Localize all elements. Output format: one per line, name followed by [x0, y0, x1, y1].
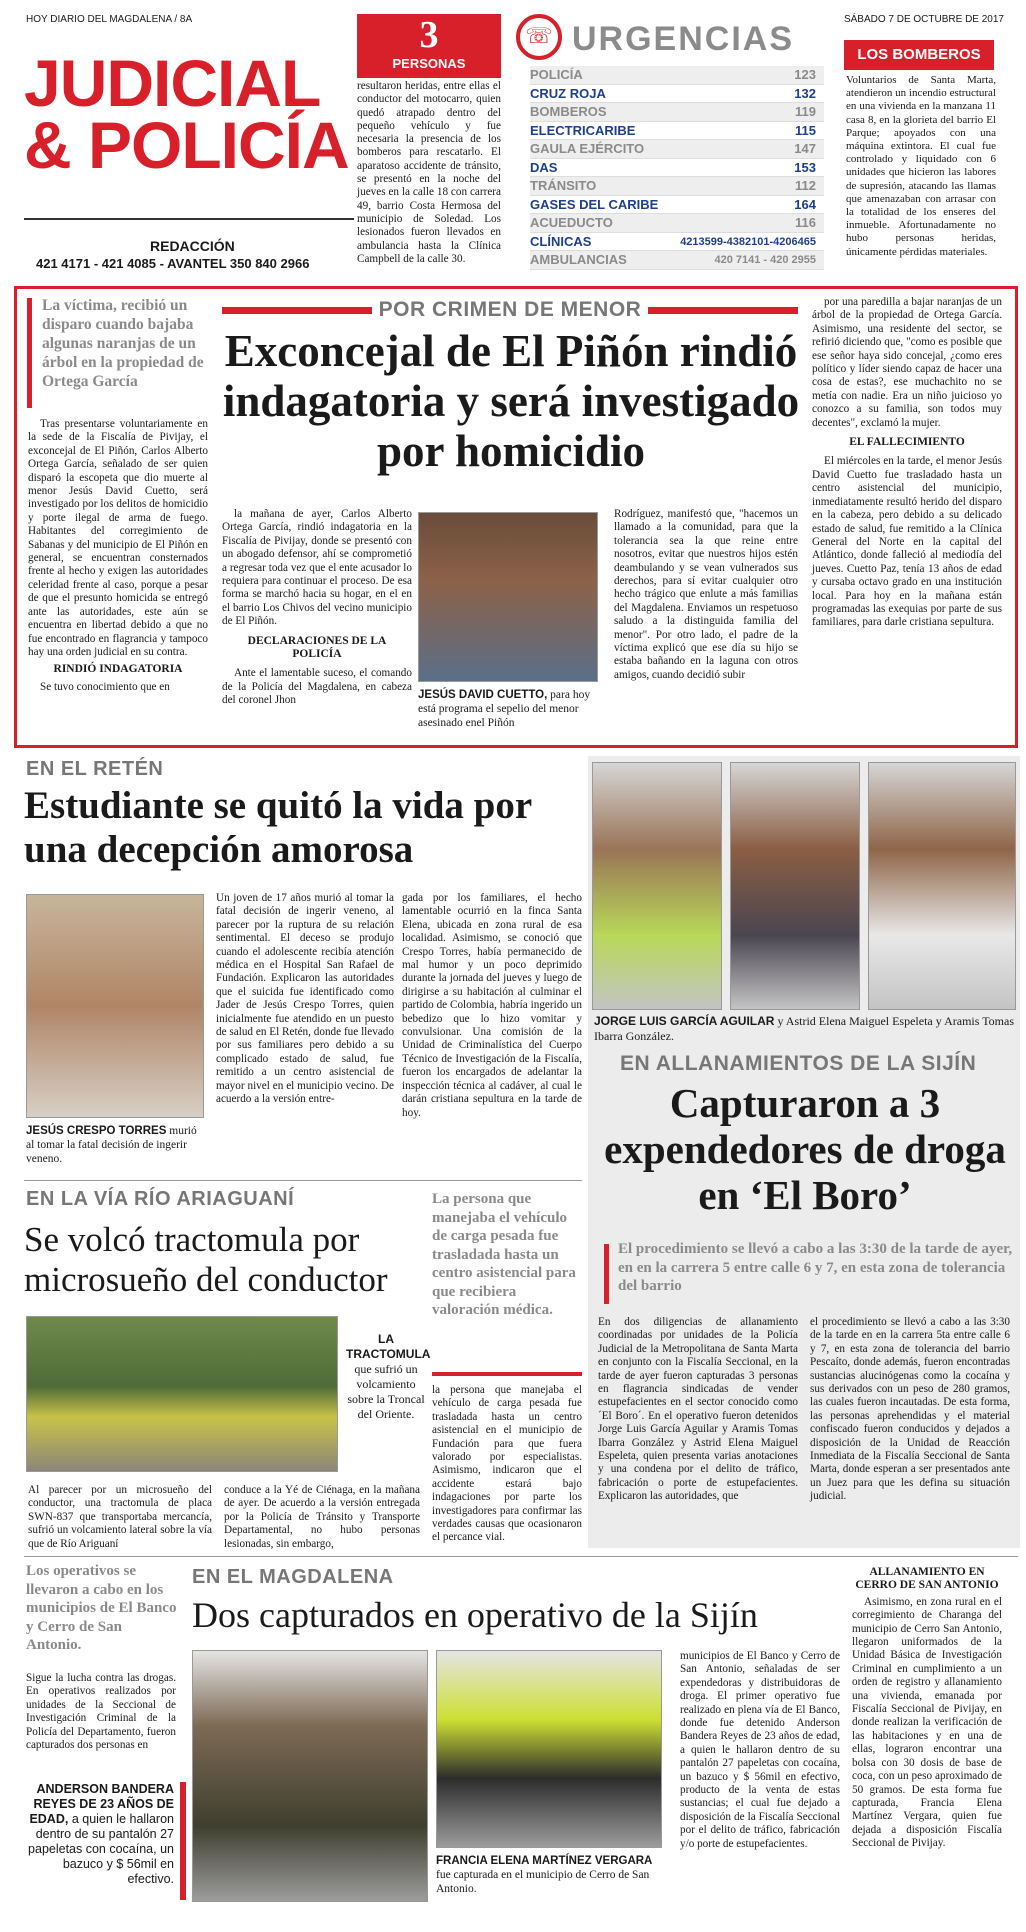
boro-photo-3 — [868, 762, 1016, 1010]
reten-col1: Un joven de 17 años murió al tomar la fatal decisión de ingerir veneno, al parecer por la ruptura de su relación sentimental. El deceso se produjo cuando el adolescente recibía atención médica en el Hospital San Rafael de Fundación. Explicaron las autoridades que el suicida fue identificado como Jader de Jesús Crespo Torres, quien inicialmente fue atendido en un puesto de salud en El Retén, donde fue llevado por sus familiares pero debido a su complicado estado de salud, fue remitido a un centro asistencial de mayor nivel en el municipio vecino. De acuerdo a la versión entre- — [216, 892, 394, 1106]
reten-caption: JESÚS CRESPO TORRES murió al tomar la fatal decisión de ingerir veneno. — [26, 1125, 197, 1165]
urgencias-number: 116 — [795, 215, 816, 230]
bomberos-title: LOS BOMBEROS — [844, 40, 994, 70]
sijin-kicker: EN EL MAGDALENA — [192, 1566, 394, 1588]
urgencias-name: DAS — [530, 159, 558, 175]
urgencias-box: ☏ URGENCIAS POLICÍA 123 CRUZ ROJA 132 BOMBEROS 119 ELECTRICARIBE 115 GAULA EJÉRCITO 147 DAS 153 TRÁNSITO 112 GASES DEL CARIBE 164 ACUEDUCTO 116 CLÍNICAS 4213599-4382101-4206465 AMBULANCIAS 420 7141 - 420 2955 — [516, 14, 824, 276]
bomberos-text: Voluntarios de Santa Marta, atendieron un incendio estructural en una vivienda en la manzana 11 casa 8, en la glorieta del barrio El Parque; apoyados con una máquina extintora. El cual fue controlado y liquidado con 6 unidades que hicieron las labores de supresión, atacando las llamas que amenazaban con arrasar con la totalidad de los enseres del inmueble. Afortunadamente no hubo personas heridas, únicamente pérdidas materiales. — [846, 74, 996, 258]
boro-photo-1 — [592, 762, 722, 1010]
boro-col1: En dos diligencias de allanamiento coordinadas por unidades de la Policía Judicial de la Metropolitana de Santa Marta en conjunto con la Fiscalía Seccional, en la tarde de ayer fueron capturadas 3 personas en flagrancia sindicadas de vender estupefacientes en el sector conocido como ´El Boro´. En el operativo fueron detenidos Jorge Luis García Aguilar y Aramis Tomas Ibarra González y Astrid Elena Maiguel Espeleta, quien presenta varias anotaciones y una condena por el delito de tráfico, fabricación o porte de estupefacientes. Explicaron las autoridades, que — [598, 1316, 798, 1503]
urgencias-row — [530, 159, 824, 178]
lead-photo-caption: JESÚS DAVID CUETTO, para hoy está programa el sepelio del menor asesinado enel Piñón — [418, 689, 591, 729]
urgencias-name: GAULA EJÉRCITO — [530, 141, 645, 156]
lead-col2: la mañana de ayer, Carlos Alberto Ortega García, rindió indagatoria en la Fiscalía de Pivijay, donde se presentó con un abogado defensor, ahí se comprometió a regresar toda vez que el ente acusador lo requiera para continuar el proceso. De esa forma se marchó hacia su hogar, en el en el barrio Los Chivos del vecino municipio de El Piñón. DECLARACIONES DE LA POLICÍA Ante el lamentable suceso, el comando de la Policía del Magdalena, en cabeza del coronel Jhon — [222, 508, 412, 707]
urgencias-row — [530, 140, 824, 159]
sijin-col3: municipios de El Banco y Cerro de San Antonio, señaladas de ser expendedoras y distribuidoras de droga. El primer operativo fue realizado en plena vía de El Banco, donde fue detenido Anderson Bandera Reyes de 23 años de edad, a quien le hallaron dentro de su pantalón 27 papeletas con cocaína, un bazuco y $ 56mil en efectivo, producto de la venta de estas sustancias; el cual fue dejado a disposición de la Fiscalía Seccional por el delito de tráfico, fabricación y/o porte de estupefacientes. — [680, 1650, 840, 1850]
boro-photo-2 — [730, 762, 860, 1010]
urgencias-number: 119 — [795, 104, 816, 119]
sijin-photo-2 — [436, 1650, 662, 1848]
boro-kicker: EN ALLANAMIENTOS DE LA SIJÍN — [620, 1052, 977, 1075]
urgencias-row — [530, 103, 824, 122]
urgencias-name: BOMBEROS — [530, 104, 607, 119]
lead-col1: Tras presentarse voluntariamente en la sede de la Fiscalía de Pivijay, el exconcejal de El Piñón, Carlos Alberto Ortega García, señalado de ser quien disparó la escopeta que dio muerte al menor Jesús David Cuetto, será investigado por los delitos de homicidio y porte ilegal de arma de fuego. Habitantes del corregimiento de Sabanas y del municipio de El Piñón en general, se encuentran consternados frente al hecho y exigen las autoridades celeridad frente al caso, porque a pesar de que el presunto homicida se entregó ante las autoridades, este aún se encuentra en libertad debido a que no fue encontrado en flagrancia y tampoco hay una orden judicial en su contra. RINDIÓ INDAGATORIA Se tuvo conocimiento que en — [28, 418, 208, 693]
tracto-caption: LA TRACTOMULA que sufrió un volcamiento sobre la Troncal del Oriente. — [346, 1332, 431, 1421]
sijin-headline: Dos capturados en operativo de la Sijín — [192, 1595, 758, 1635]
urgencias-name: GASES DEL CARIBE — [530, 196, 659, 212]
reten-headline: Estudiante se quitó la vida por una decepción amorosa — [24, 784, 532, 871]
urgencias-name: ACUEDUCTO — [530, 215, 613, 230]
urgencias-name: TRÁNSITO — [530, 178, 597, 193]
reten-photo — [26, 894, 204, 1118]
section-title: JUDICIAL & POLICÍA — [24, 46, 349, 182]
sijin-caption-2: FRANCIA ELENA MARTÍNEZ VERGARA fue capturada en el municipio de Cerro de San Antonio. — [436, 1855, 653, 1895]
reten-kicker: EN EL RETÉN — [26, 758, 164, 780]
urgencias-number: 112 — [795, 178, 816, 193]
lead-col3: Rodríguez, manifestó que, "hacemos un llamado a la comunidad, para que la tolerancia sea la que reine entre nosotros, evitar que nuestros hijos estén deambulando y se vean vulnerados sus derechos, para sí evitar cualquier otro hecho trágico que enlute a más familias del Magdalena. Enviamos un respetuoso saludo a la distinguida familia del menor". Por otro lado, el padre de la víctima explicó que ese día su hijo se estaba bañando en la laguna con otros amigos, cuando decidió subir — [614, 508, 798, 681]
brief-badge: 3 PERSONAS — [357, 14, 501, 78]
sijin-photo-1 — [192, 1650, 428, 1902]
tracto-photo — [26, 1316, 338, 1472]
page-kicker: HOY DIARIO DEL MAGDALENA / 8A — [26, 14, 193, 25]
page-date: SÁBADO 7 DE OCTUBRE DE 2017 — [843, 14, 1004, 25]
urgencias-number: 4213599-4382101-4206465 — [680, 235, 816, 248]
urgencias-number: 115 — [795, 122, 816, 138]
lead-headline: Exconcejal de El Piñón rindió indagatoria y será investigado por homicidio — [222, 326, 800, 476]
reten-col2: gada por los familiares, el hecho lamentable ocurrió en la finca Santa Elena, ubicada en zona rural de esa localidad. Asimismo, se conoció que Crespo Torres, había permanecido de mal humor y un poco deprimido durante la jornada del jueves y luego de dirigirse a su habitación al culminar el partido de Colombia, habría ingerido un bebedizo que lo hizo vomitar y convulsionar. Una comisión de la Unidad de Criminalística del Cuerpo Técnico de Investigación de la Fiscalía, fueron los encargados de adelantar la inspección técnica al cadáver, al cual le darán cristiana sepultura en la tarde de hoy. — [402, 892, 582, 1119]
urgencias-name: ELECTRICARIBE — [530, 122, 636, 138]
redaccion-label: REDACCIÓN — [150, 238, 235, 254]
urgencias-number: 123 — [794, 67, 816, 82]
urgencias-row — [530, 233, 824, 252]
urgencias-row — [530, 177, 824, 196]
urgencias-name: CRUZ ROJA — [530, 85, 606, 101]
sijin-highlight-box: ANDERSON BANDERA REYES DE 23 AÑOS DE EDAD, a quien le hallaron dentro de su pantalón 27 papeletas con cocaína, un bazuco y $ 56mil en efectivo. — [26, 1782, 186, 1900]
urgencias-name: POLICÍA — [530, 67, 583, 82]
urgencias-row — [530, 196, 824, 215]
urgencias-number: 164 — [794, 196, 816, 212]
urgencias-row — [530, 214, 824, 233]
sijin-pull-quote: Los operativos se llevaron a cabo en los municipios de El Banco y Cerro de San Antonio. — [26, 1563, 177, 1653]
boro-caption: JORGE LUIS GARCÍA AGUILAR y Astrid Elena Maiguel Espeleta y Aramis Tomas Ibarra González. — [594, 1014, 1015, 1043]
boro-pull-quote: El procedimiento se llevó a cabo a las 3:30 de la tarde de ayer, en en la carrera 5 entre calle 6 y 7, en esta zona de tolerancia del barrio — [618, 1241, 1013, 1294]
lead-pull-quote: La víctima, recibió un disparo cuando bajaba algunas naranjas de un árbol en la propiedad de Ortega García — [42, 297, 204, 390]
tracto-col1: Al parecer por un microsueño del conductor, una tractomula de placa SWN-837 que transportaba mercancía, sufrió un volcamiento lateral sobre la vía que de Río Ariguaní — [28, 1484, 212, 1550]
urgencias-row — [530, 85, 824, 104]
tracto-kicker: EN LA VÍA RÍO ARIAGUANÍ — [26, 1188, 295, 1210]
boro-headline: Capturaron a 3 expendedores de droga en ‘El Boro’ — [604, 1080, 1006, 1218]
lead-photo — [418, 512, 598, 682]
urgencias-number: 420 7141 - 420 2955 — [714, 254, 816, 266]
lead-kicker: POR CRIMEN DE MENOR — [222, 298, 798, 322]
brief-text: resultaron heridas, entre ellas el conductor del motocarro, quien quedó atrapado dentro del pequeño vehículo y fue necesaria la presencia de los bomberos para rescatarlo. El aparatoso accidente de tránsito, se presentó en la noche del jueves en la calle 18 con carrera 49, barrio Costa Hermosa del municipio de Soledad. Los lesionados fueron llevados en ambulancia hasta la Clínica Campbell de la calle 30. — [357, 80, 501, 265]
phone-icon: ☏ — [516, 14, 562, 60]
tracto-col2: conduce a la Yé de Ciénaga, en la mañana de ayer. De acuerdo a la versión entregada por la Policía de Tránsito y Transporte Departamental, no hubo personas lesionadas, sin embargo, — [224, 1484, 420, 1550]
urgencias-name: AMBULANCIAS — [530, 252, 627, 267]
urgencias-number: 153 — [794, 159, 816, 175]
sijin-col1: Sigue la lucha contra las drogas. En operativos realizados por unidades de la Seccional de Investigación Criminal de la Policía del Departamento, fueron capturados dos personas en — [26, 1672, 176, 1752]
urgencias-number: 147 — [794, 141, 816, 156]
urgencias-row — [530, 122, 824, 141]
urgencias-name: CLÍNICAS — [530, 233, 592, 249]
urgencias-number: 132 — [794, 85, 816, 101]
tracto-col3: la persona que manejaba el vehículo de carga pesada fue trasladada hasta un centro asistencial en el municipio de Fundación para que fuera valorado por especialistas. Asimismo, indicaron que el accidente estará bajo indagaciones por parte los investigadores para confirmar las verdades causas que ocasionaron el percance vial. — [432, 1384, 582, 1544]
sijin-col4: ALLANAMIENTO EN CERRO DE SAN ANTONIO Asimismo, en zona rural en el corregimiento de Charanga del municipio de Cerro San Antonio, llegaron uniformados de la Unidad Básica de Investigación Criminal en cumplimiento a un orden de registro y allanamiento una vivienda, emanada por Fiscalía Seccional de Pivijay, en donde realizan la verificación de las habitaciones y en una de ellas, lograron encontrar una bolsa con 30 dosis de base de coca, con un peso aproximado de 50 gramos. De esta forma fue capturada, Francia Elena Martínez Vergara, quien fue dejada a disposición Fiscalía Seccional de Pivijay. — [852, 1566, 1002, 1850]
tracto-pull-quote: La persona que manejaba el vehículo de carga pesada fue trasladada hasta un centro asistencial para que recibiera valoración médica. — [432, 1191, 576, 1318]
tracto-headline: Se volcó tractomula por microsueño del conductor — [24, 1220, 388, 1299]
boro-col2: el procedimiento se llevó a cabo a las 3:30 de la tarde en en la carrera 5ta entre calle 6 y 7, en esta zona de tolerancia del barrio Pescaíto, donde además, fueron encontradas sustancias alucinógenas como la cocaína y sus derivados con un peso de 280 gramos, las cuales fueron incautadas. De esta forma, las personas aprehendidas y el material confiscado fueron conducidos y dejados a disposición de la Unidad de Reacción Inmediata de la Fiscalía Seccional de Santa Marta, donde esperan a ser presentados ante un Juez para que les defina su situación judicial. — [810, 1316, 1010, 1503]
lead-col4: por una paredilla a bajar naranjas de un árbol de la propiedad de Ortega García. Asimismo, una residente del sector, se refirió diciendo que, "como es posible que ese señor haya sido concejal, ¿como eres político y líder siendo capaz de hacer una cosa de estas?, ese muchachito no se metía con nadie. Era un niño juicioso yo conozco a su familia, son todos muy decentes", exclamó la mujer. EL FALLECIMIENTO El miércoles en la tarde, el menor Jesús David Cuetto fue trasladado hasta un centro asistencial del municipio, inmediatamente resultó herido del disparo en la cabeza, pero debido a su delicado estado de salud, fue remitido a la Clínica General del Norte en la capital del Atlántico, donde falleció al mediodía del jueves. Cuetto Paz, tenía 13 años de edad y cursaba octavo grado en una institución local. Para hoy en la mañana están programadas las exequias por parte de sus familiares, para darle cristiana sepultura. — [812, 296, 1002, 629]
redaccion-phones: 421 4171 - 421 4085 - AVANTEL 350 840 2966 — [36, 256, 310, 271]
urgencias-row — [530, 251, 824, 270]
urgencias-row — [530, 66, 824, 85]
